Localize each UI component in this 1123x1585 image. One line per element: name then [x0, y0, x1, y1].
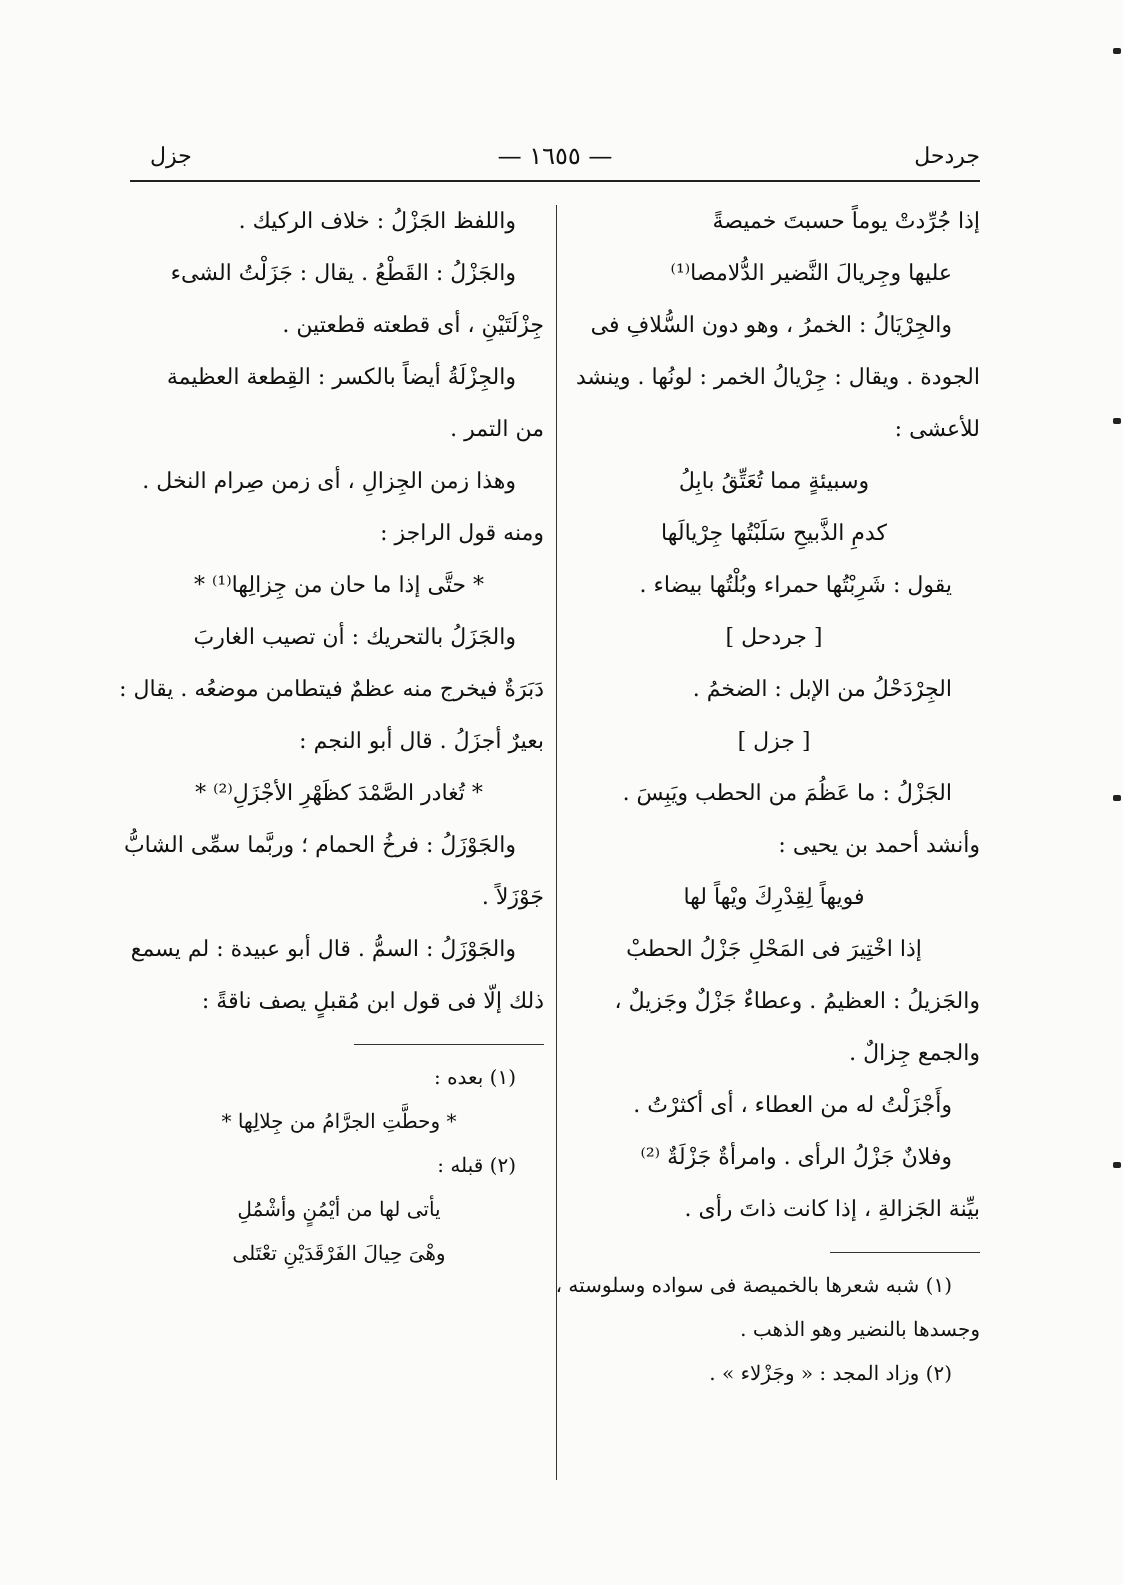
- verse-line: * وحطَّتِ الجرَّامُ من جِلالِها *: [221, 1109, 457, 1133]
- text-line: من التمر .: [450, 417, 544, 442]
- footnote-rule: [830, 1252, 980, 1253]
- edge-mark: [1113, 1162, 1121, 1168]
- text-line: للأعشى :: [894, 417, 980, 442]
- edge-mark: [1113, 418, 1121, 424]
- right-column-footnotes: [555, 1263, 980, 1395]
- footnote-line: وجسدها بالنضير وهو الذهب .: [740, 1317, 980, 1341]
- entry-heading: [ جردحل ]: [725, 625, 823, 650]
- verse-line: كدمِ الذَّبيحِ سَلَبْتُها جِرْيالَها: [661, 521, 887, 546]
- text-line: دَبَرَةٌ فيخرج منه عظمٌ فيتطامن موضعُه . يقال :: [119, 677, 544, 702]
- left-column: [119, 196, 544, 1275]
- text-line: بيِّنة الجَزالةِ ، إذا كانت ذاتَ رأى .: [684, 1197, 980, 1222]
- footnote-line: (٢) وزاد المجد : « وجَزْلاء » .: [709, 1361, 952, 1385]
- text-line: والجمع جِزالٌ .: [849, 1041, 980, 1066]
- left-column-body: [119, 196, 544, 1028]
- text-line: يقول : شَرِبْتُها حمراء وبُلْتُها بيضاء .: [639, 573, 952, 598]
- text-line: والجَزيلُ : العظيمُ . وعطاءٌ جَزْلٌ وجَزيلٌ ،: [614, 989, 980, 1014]
- page-header: [130, 140, 980, 182]
- verse-line: * حتَّى إذا ما حان من جِزالِها⁽¹⁾ *: [193, 573, 485, 598]
- text-line: وأنشد أحمد بن يحيى :: [778, 833, 980, 858]
- text-line: الجِرْدَحْلُ من الإبل : الضخمُ .: [692, 677, 952, 702]
- right-column: [555, 196, 980, 1395]
- text-line: والجَوْزَلُ : السمُّ . قال أبو عبيدة : لم يسمع: [130, 937, 516, 962]
- verse-line: * تُغادر الصَّمْدَ كظَهْرِ الأجْزَلِ⁽²⁾ *: [195, 781, 483, 806]
- text-line: الجودة . ويقال : جِرْيالُ الخمر : لونُها . وينشد: [575, 365, 980, 390]
- text-line: ومنه قول الراجز :: [380, 521, 544, 546]
- running-head-left: جزل: [150, 144, 192, 169]
- text-line: والجَزَلُ بالتحريك : أن تصيب الغاربَ: [193, 625, 516, 650]
- text-line: الجَزْلُ : ما عَظُمَ من الحطب ويَبِسَ .: [622, 781, 952, 806]
- verse-line: إذا اخْتِيرَ فى المَحْلِ جَزْلُ الحطبْ: [626, 937, 922, 962]
- page-number: — ١٦٥٥ —: [497, 142, 613, 170]
- edge-mark: [1113, 48, 1121, 54]
- verse-line: وهْىَ حِيالَ الفَرْقَدَيْنِ تعْتَلى: [232, 1241, 446, 1265]
- footnote-line: (١) بعده :: [433, 1065, 516, 1089]
- text-line: وفلانٌ جَزْلُ الرأى . وامرأةٌ جَزْلَةٌ ⁽²⁾: [640, 1145, 952, 1170]
- text-line: والجَوْزَلُ : فرخُ الحمام ؛ وربَّما سمِّى الشابُّ: [123, 833, 516, 858]
- text-line: جِزْلَتَيْنِ ، أى قطعته قطعتين .: [282, 313, 544, 338]
- verse-line: فويهاً لِقِدْرِكَ ويْهاً لها: [683, 885, 865, 910]
- text-line: والجِرْيَالُ : الخمرُ ، وهو دون السُّلافِ فى: [590, 313, 952, 338]
- left-column-footnotes: [134, 1055, 544, 1275]
- footnote-line: (١) شبه شعرها بالخميصة فى سواده وسلوسته ،: [555, 1273, 952, 1297]
- entry-heading: [ جزل ]: [737, 729, 811, 754]
- text-line: وأَجْزَلْتُ له من العطاء ، أى أكثرْتُ .: [633, 1093, 952, 1118]
- footnote-line: (٢) قبله :: [437, 1153, 516, 1177]
- text-line: عليها وجِريالَ النَّضير الدُّلامصا⁽¹⁾: [670, 261, 952, 286]
- edge-mark: [1113, 795, 1121, 801]
- running-head-right: جردحل: [914, 144, 980, 169]
- verse-line: يأتى لها من أيْمُنٍ وأشْمُلِ: [237, 1197, 441, 1221]
- text-line: واللفظ الجَزْلُ : خلاف الركيك .: [238, 209, 516, 234]
- text-line: والجِزْلَةُ أيضاً بالكسر : القِطعة العظيمة: [166, 365, 516, 390]
- text-line: والجَزْلُ : القَطْعُ . يقال : جَزَلْتُ الشىء: [170, 261, 516, 286]
- text-line: وهذا زمن الجِزالِ ، أى زمن صِرام النخل .: [142, 469, 516, 494]
- text-line: بعيرٌ أجزَلُ . قال أبو النجم :: [299, 729, 544, 754]
- text-line: ذلك إلّا فى قول ابن مُقبلٍ يصف ناقةً :: [201, 989, 544, 1014]
- right-column-body: [568, 196, 980, 1236]
- verse-line: وسبيئةٍ مما تُعَتِّقُ بابِلُ: [678, 469, 870, 494]
- text-line: جَوْزَلاً .: [481, 885, 544, 910]
- text-line: إذا جُرِّدتْ يوماً حسبتَ خميصةً: [712, 209, 980, 234]
- footnote-rule: [354, 1044, 544, 1045]
